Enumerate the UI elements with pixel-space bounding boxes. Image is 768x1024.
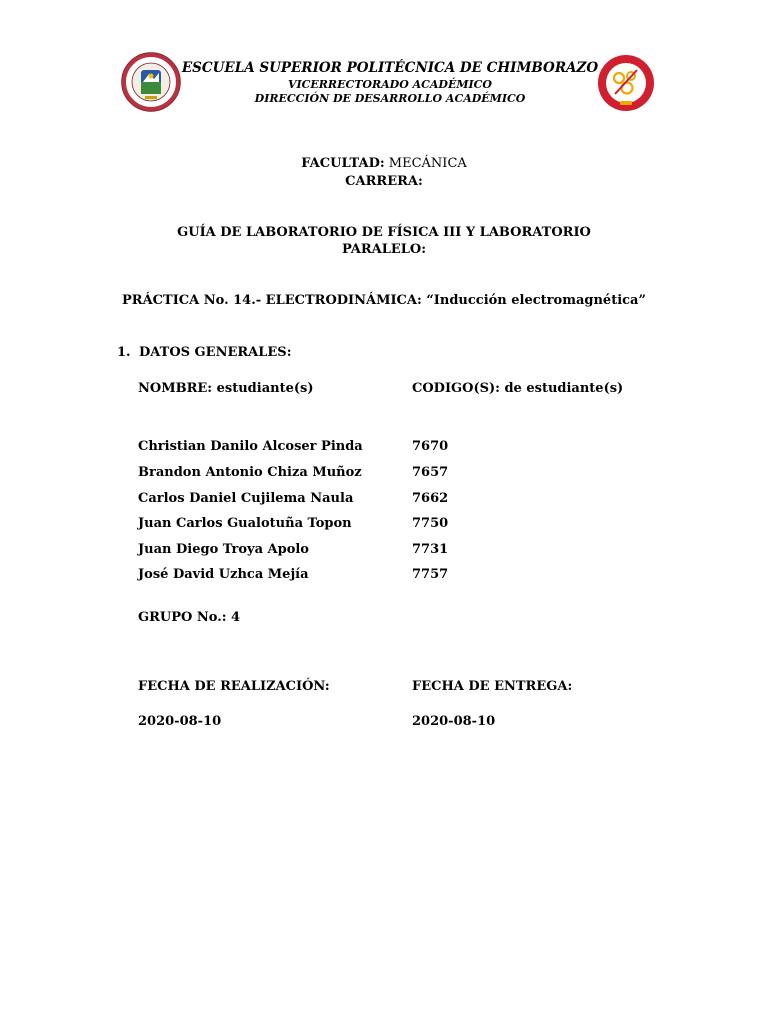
- name-column-header: NOMBRE: estudiante(s): [138, 381, 314, 396]
- student-code: 7657: [412, 465, 449, 480]
- student-name: Carlos Daniel Cujilema Naula: [138, 491, 354, 506]
- section-title: DATOS GENERALES:: [139, 345, 292, 360]
- code-column-header: CODIGO(S): de estudiante(s): [412, 381, 624, 396]
- realizacion-label: FECHA DE REALIZACIÓN:: [138, 679, 330, 694]
- paralelo-label: PARALELO:: [341, 242, 427, 257]
- section-heading: [117, 345, 292, 360]
- group-number: GRUPO No.: 4: [138, 610, 241, 625]
- vice-rectorate: VICERRECTORADO ACADÉMICO: [287, 78, 493, 91]
- academic-direction: DIRECCIÓN DE DESARROLLO ACADÉMICO: [254, 92, 526, 105]
- student-code: 7662: [412, 491, 449, 506]
- entrega-label: FECHA DE ENTREGA:: [412, 679, 573, 694]
- realizacion-date: 2020-08-10: [138, 714, 222, 729]
- facultad-value: MECÁNICA: [388, 156, 467, 171]
- student-name: José David Uzhca Mejía: [138, 567, 309, 582]
- carrera-label: CARRERA:: [345, 174, 423, 189]
- student-code: 7670: [412, 439, 449, 454]
- section-number: 1.: [117, 345, 131, 360]
- practica-title: PRÁCTICA No. 14.- ELECTRODINÁMICA: “Inducción electromagnética”: [122, 293, 646, 308]
- student-name: Christian Danilo Alcoser Pinda: [138, 439, 363, 454]
- student-code: 7750: [412, 516, 449, 531]
- student-code: 7731: [412, 542, 449, 557]
- student-code: 7757: [412, 567, 449, 582]
- entrega-date: 2020-08-10: [412, 714, 496, 729]
- student-name: Juan Carlos Gualotuña Topon: [138, 516, 352, 531]
- institution-name: ESCUELA SUPERIOR POLITÉCNICA DE CHIMBORAZO: [181, 60, 599, 76]
- student-name: Juan Diego Troya Apolo: [138, 542, 309, 557]
- facultad-line: [84, 156, 684, 171]
- facultad-label: FACULTAD:: [301, 156, 385, 171]
- guia-title: GUÍA DE LABORATORIO DE FÍSICA III Y LABORATORIO: [177, 225, 591, 240]
- student-name: Brandon Antonio Chiza Muñoz: [138, 465, 362, 480]
